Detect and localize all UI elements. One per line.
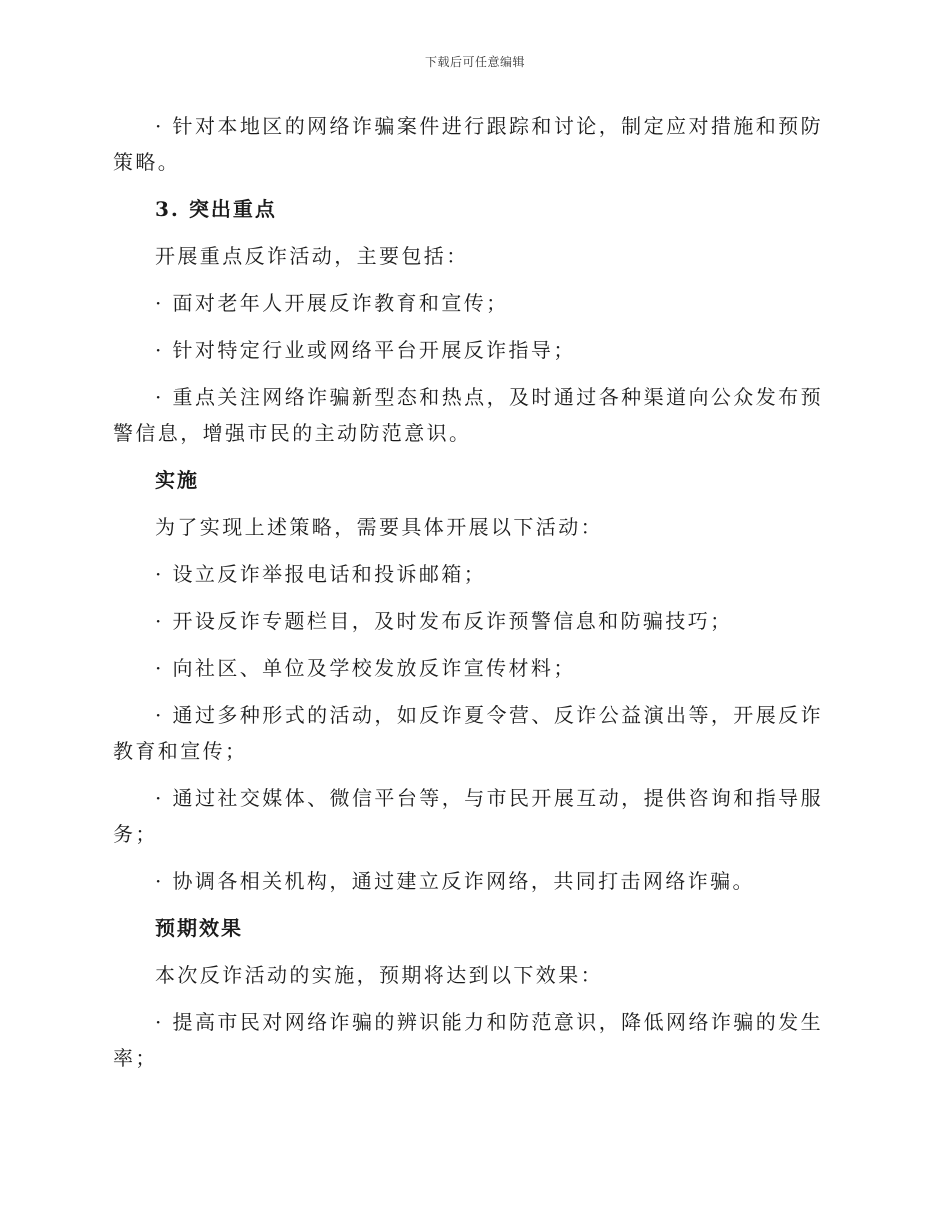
bullet-paragraph: · 提高市民对网络诈骗的辨识能力和防范意识，降低网络诈骗的发生率；	[113, 1010, 823, 1070]
bullet-paragraph: · 重点关注网络诈骗新型态和热点，及时通过各种渠道向公众发布预警信息，增强市民的主动防范意识。	[113, 385, 823, 445]
bullet-paragraph: · 通过多种形式的活动，如反诈夏令营、反诈公益演出等，开展反诈教育和宣传；	[113, 703, 823, 763]
bullet-paragraph: · 开设反诈专题栏目，及时发布反诈预警信息和防骗技巧；	[155, 609, 733, 633]
bullet-paragraph: · 针对本地区的网络诈骗案件进行跟踪和讨论，制定应对措施和预防策略。	[113, 114, 823, 174]
bullet-paragraph: · 设立反诈举报电话和投诉邮箱；	[155, 562, 487, 586]
intro-paragraph: 为了实现上述策略，需要具体开展以下活动：	[155, 515, 603, 539]
bullet-paragraph: · 协调各相关机构，通过建立反诈网络，共同打击网络诈骗。	[155, 869, 755, 893]
intro-paragraph: 本次反诈活动的实施，预期将达到以下效果：	[155, 963, 603, 987]
section-heading: 实施	[155, 468, 199, 492]
bullet-paragraph: · 向社区、单位及学校发放反诈宣传材料；	[155, 656, 576, 680]
intro-paragraph: 开展重点反诈活动，主要包括：	[155, 244, 469, 268]
document-body	[113, 108, 823, 1087]
page-header: 下载后可任意编辑	[424, 55, 525, 69]
bullet-paragraph: · 面对老年人开展反诈教育和宣传；	[155, 291, 509, 315]
bullet-paragraph: · 针对特定行业或网络平台开展反诈指导；	[155, 338, 576, 362]
bullet-paragraph: · 通过社交媒体、微信平台等，与市民开展互动，提供咨询和指导服务；	[113, 786, 823, 846]
section-heading: 3. 突出重点	[155, 197, 277, 221]
section-heading: 预期效果	[155, 916, 243, 940]
